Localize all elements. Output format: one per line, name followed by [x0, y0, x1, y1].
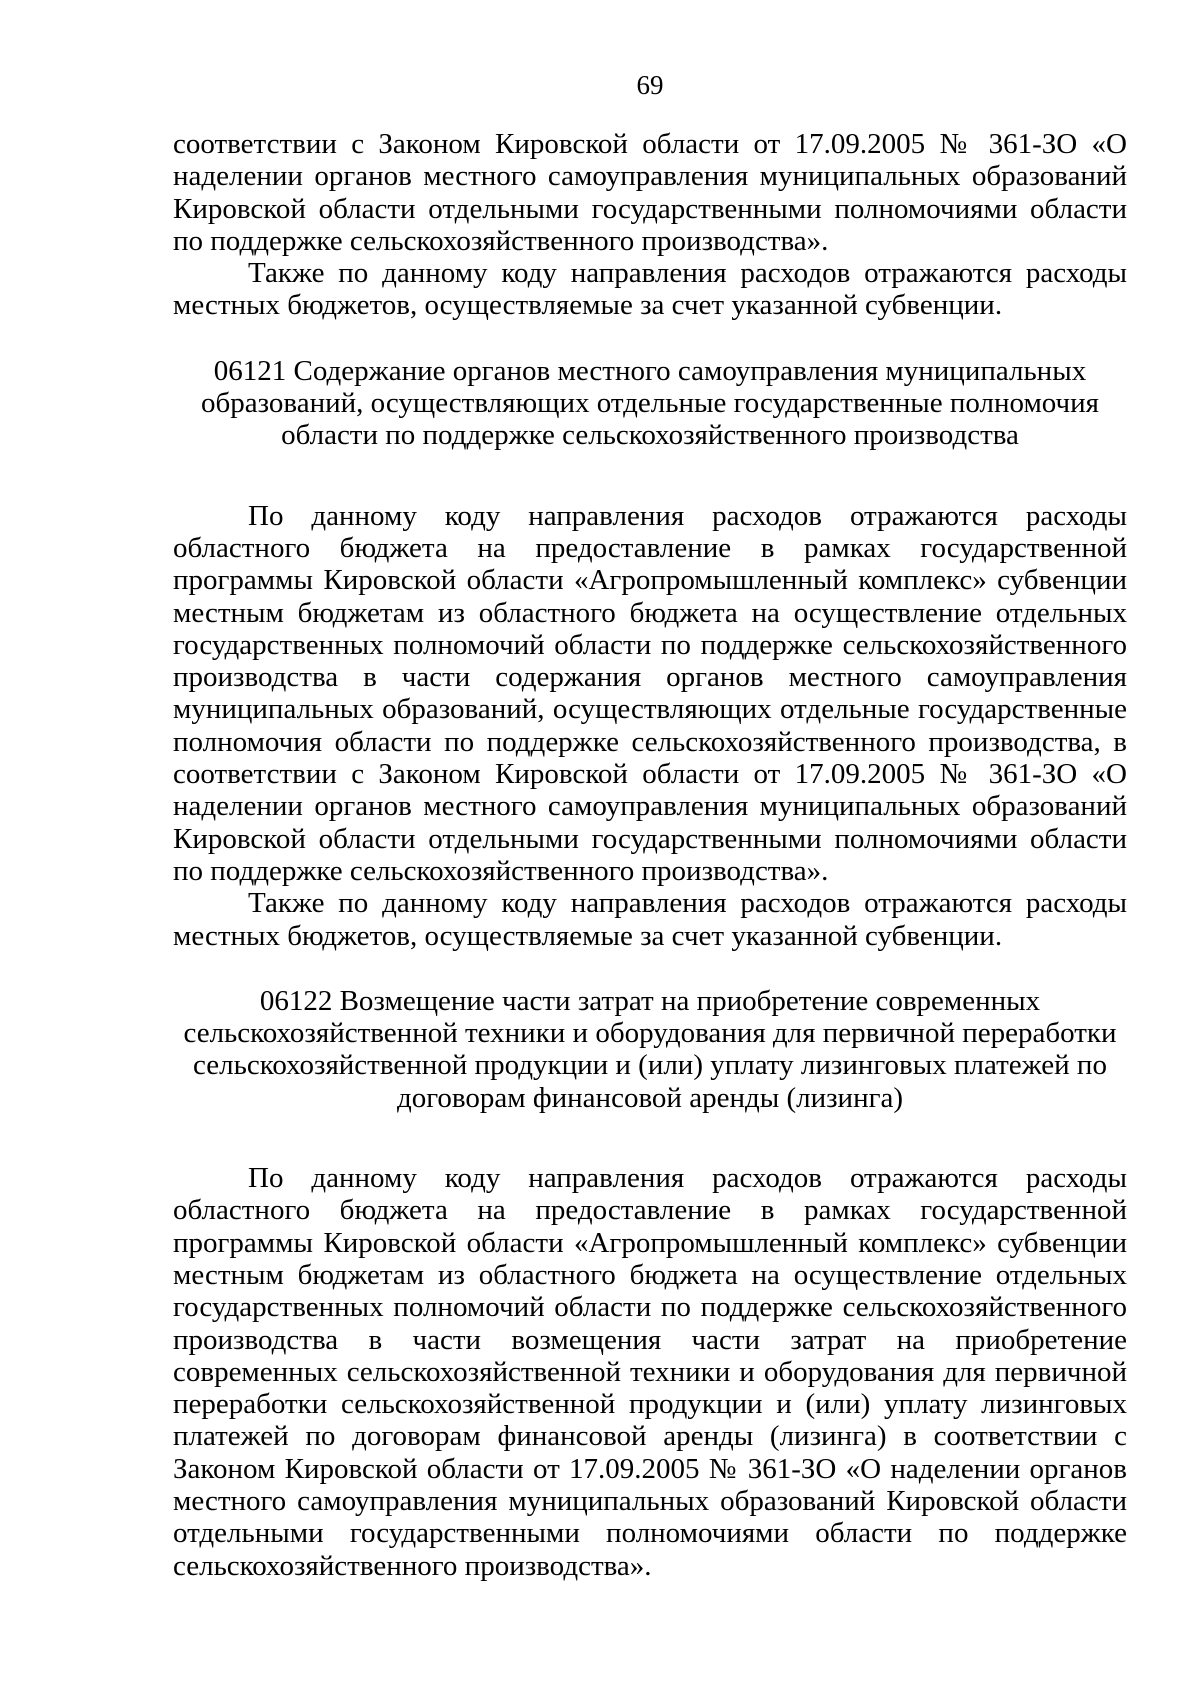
- heading-line: 06122 Возмещение части затрат на приобретение современных: [259, 984, 1041, 1017]
- heading-line: сельскохозяйственной продукции и (или) уплату лизинговых платежей по: [193, 1049, 1107, 1082]
- heading-line: договорам финансовой аренды (лизинга): [396, 1081, 904, 1114]
- heading-line: образований, осуществляющих отдельные государственные полномочия: [201, 387, 1099, 420]
- subvention-note-paragraph: Также по данному коду направления расходов отражаются расходы местных бюджетов, осуществляемые за счет указанной субвенции.: [173, 257, 1127, 322]
- section-06121-subvention-note: Также по данному коду направления расходов отражаются расходы местных бюджетов, осуществляемые за счет указанной субвенции.: [173, 887, 1127, 952]
- heading-line: области по поддержке сельскохозяйственного производства: [281, 419, 1019, 452]
- section-06122-body-paragraph: По данному коду направления расходов отражаются расходы областного бюджета на предоставление в рамках государственной программы Кировской области «Агропромышленный комплекс» субвенции местным бюджетам из областного бюджета на осуществление отдельных государственных полномочий области по поддержке сельскохозяйственного производства в части возмещения части затрат на приобретение современных сельскохозяйственной техники и оборудования для первичной переработки сельскохозяйственной продукции и (или) уплату лизинговых платежей по договорам финансовой аренды (лизинга) в соответствии с Законом Кировской области от 17.09.2005 № 361-ЗО «О наделении органов местного самоуправления муниципальных образований Кировской области отдельными государственными полномочиями области по поддержке сельскохозяйственного производства».: [173, 1162, 1127, 1582]
- document-page: [173, 70, 1127, 1582]
- heading-line: сельскохозяйственной техники и оборудования для первичной переработки: [183, 1017, 1117, 1050]
- heading-line: 06121 Содержание органов местного самоуправления муниципальных: [213, 354, 1087, 387]
- section-heading-06121: [173, 355, 1127, 452]
- continuation-paragraph: соответствии с Законом Кировской области от 17.09.2005 № 361-ЗО «О наделении органов местного самоуправления муниципальных образований Кировской области отдельными государственными полномочиями области по поддержке сельскохозяйственного производства».: [173, 128, 1127, 257]
- section-06121-body-paragraph: По данному коду направления расходов отражаются расходы областного бюджета на предоставление в рамках государственной программы Кировской области «Агропромышленный комплекс» субвенции местным бюджетам из областного бюджета на осуществление отдельных государственных полномочий области по поддержке сельскохозяйственного производства в части содержания органов местного самоуправления муниципальных образований, осуществляющих отдельные государственные полномочия области по поддержке сельскохозяйственного производства, в соответствии с Законом Кировской области от 17.09.2005 № 361-ЗО «О наделении органов местного самоуправления муниципальных образований Кировской области отдельными государственными полномочиями области по поддержке сельскохозяйственного производства».: [173, 499, 1127, 887]
- page-number: 69: [636, 70, 664, 100]
- section-heading-06122: [173, 985, 1127, 1114]
